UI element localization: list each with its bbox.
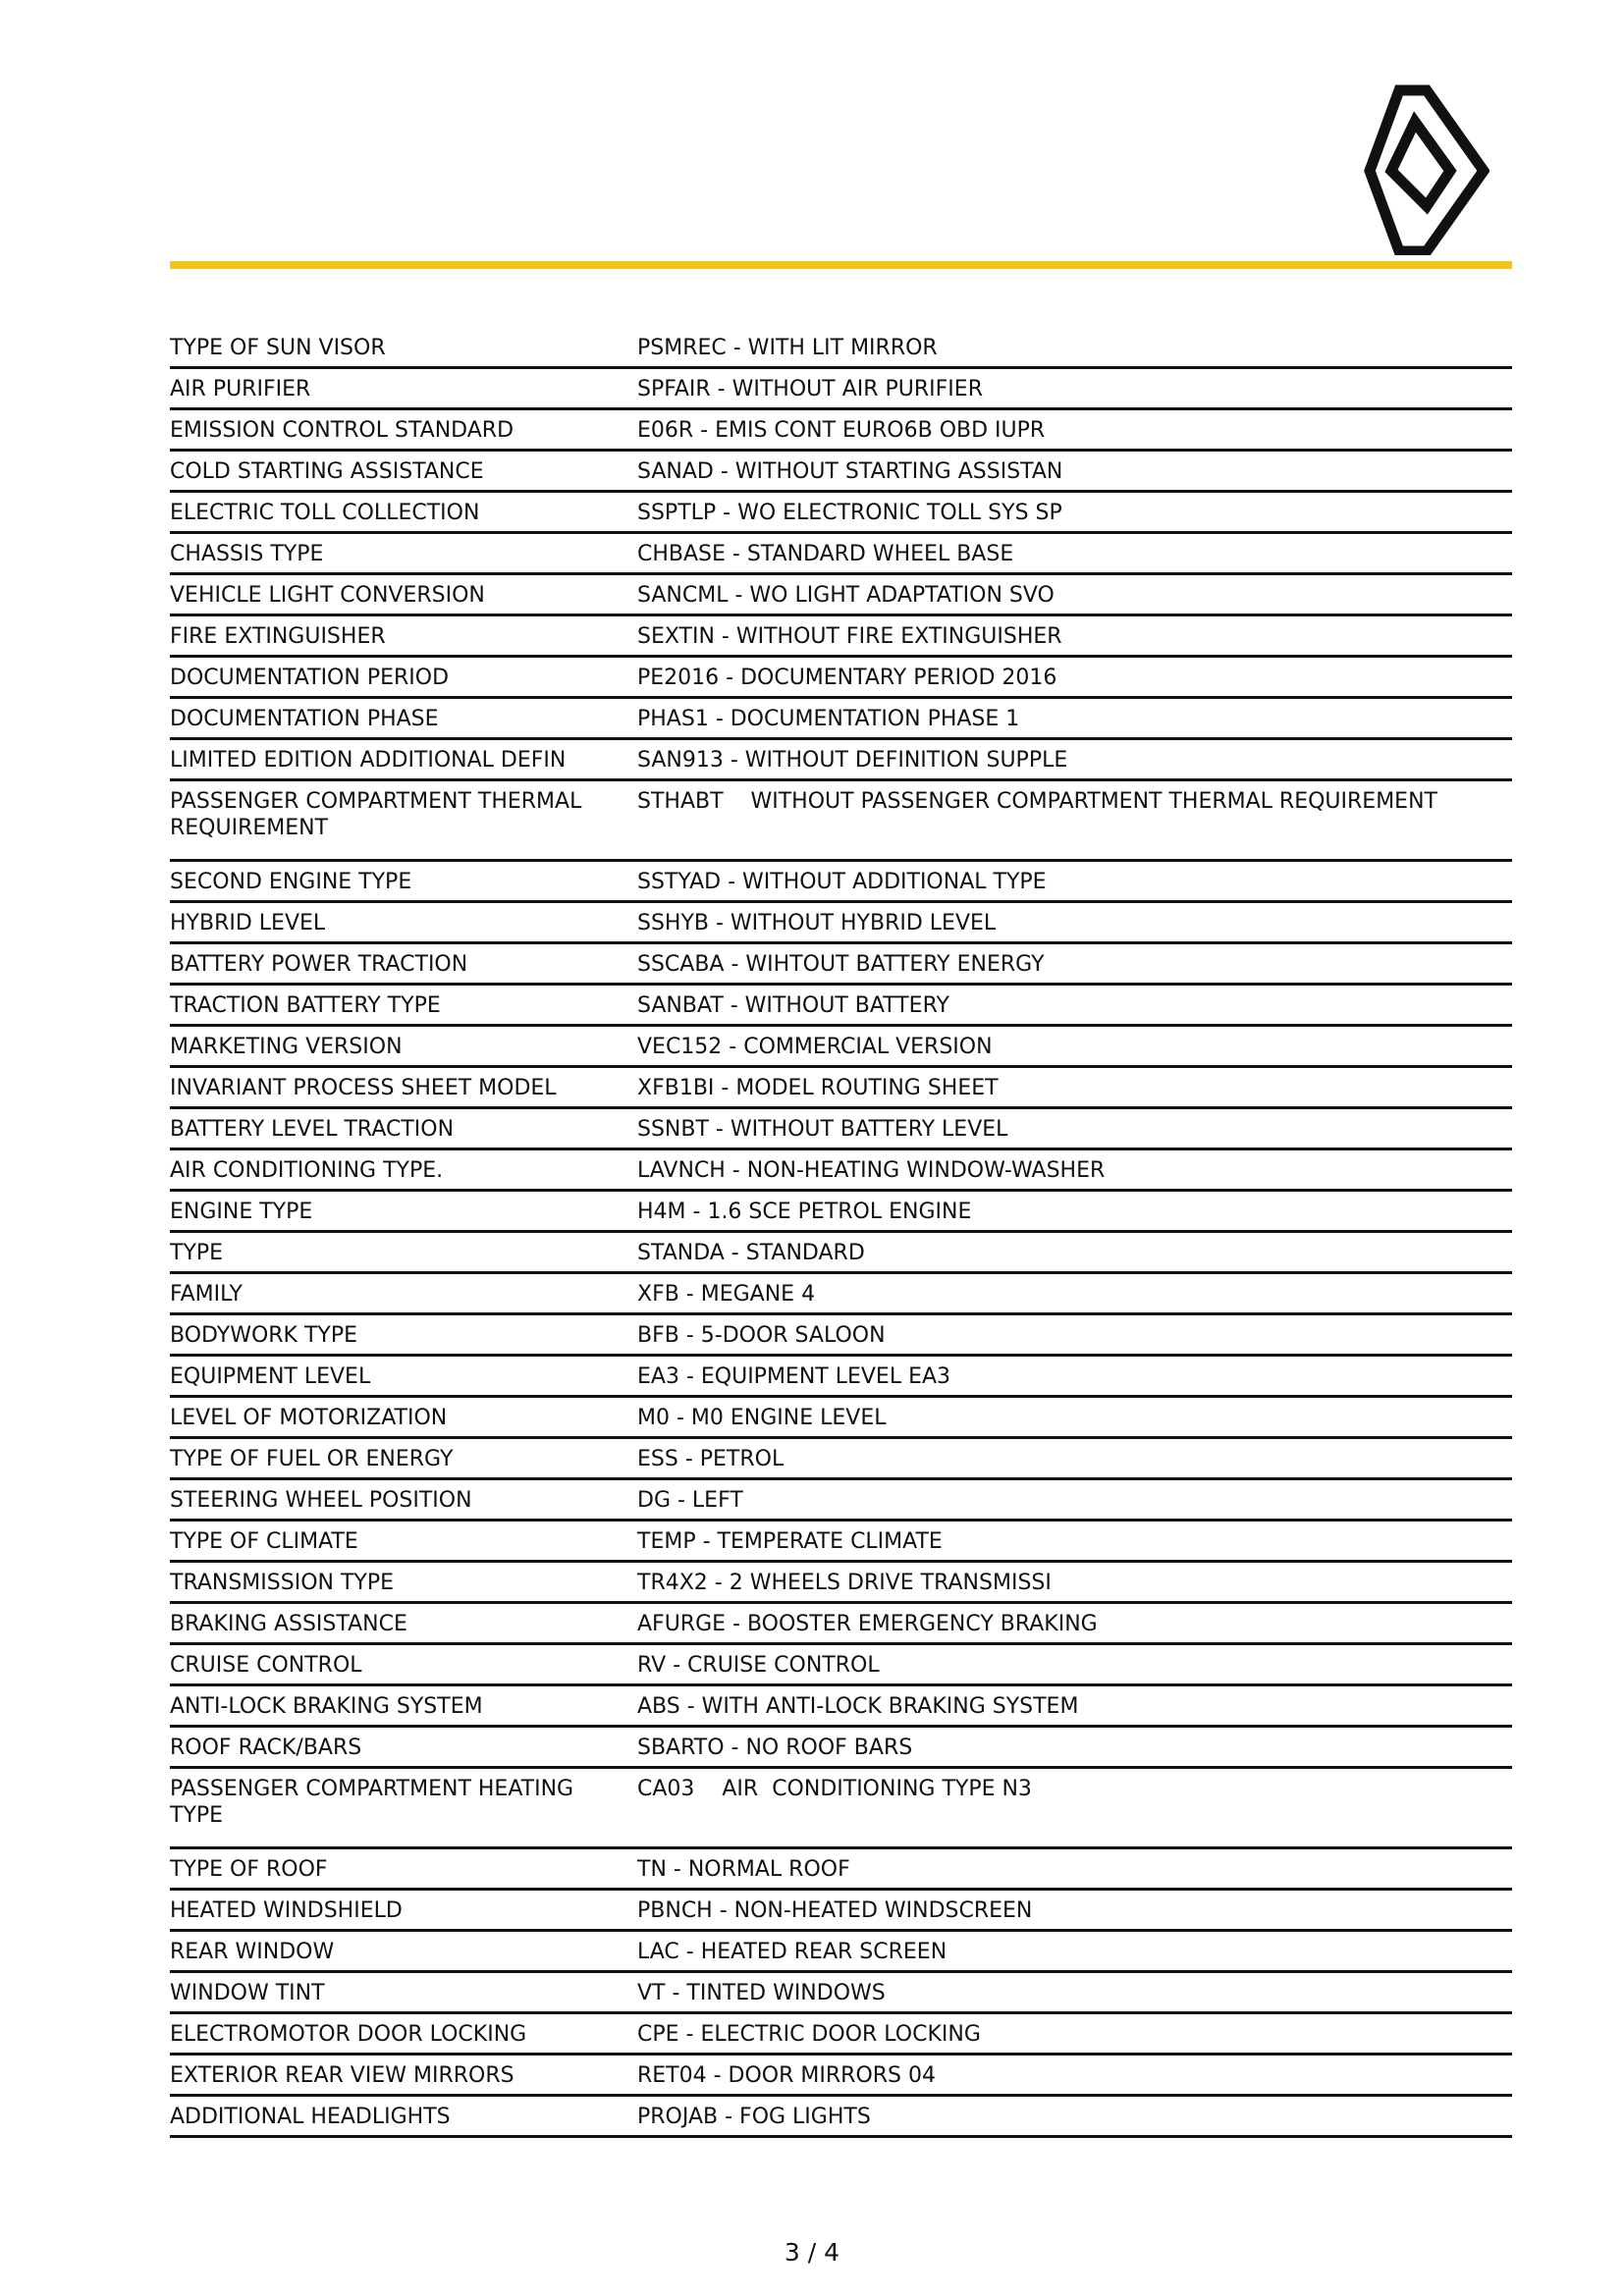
spec-label: AIR CONDITIONING TYPE. bbox=[170, 1158, 444, 1183]
spec-value: SPFAIR - WITHOUT AIR PURIFIER bbox=[637, 377, 983, 401]
spec-row bbox=[170, 328, 1512, 369]
spec-row bbox=[170, 1932, 1512, 1973]
spec-value: RV - CRUISE CONTROL bbox=[637, 1653, 880, 1678]
spec-value: RET04 - DOOR MIRRORS 04 bbox=[637, 2063, 936, 2088]
spec-value: SSTYAD - WITHOUT ADDITIONAL TYPE bbox=[637, 870, 1047, 894]
header-yellow-rule bbox=[170, 261, 1512, 269]
spec-value: TR4X2 - 2 WHEELS DRIVE TRANSMISSI bbox=[637, 1571, 1052, 1595]
spec-value: LAVNCH - NON-HEATING WINDOW-WASHER bbox=[637, 1158, 1106, 1183]
spec-value: H4M - 1.6 SCE PETROL ENGINE bbox=[637, 1200, 972, 1224]
spec-label: INVARIANT PROCESS SHEET MODEL bbox=[170, 1076, 557, 1100]
spec-row bbox=[170, 986, 1512, 1027]
spec-row bbox=[170, 1480, 1512, 1522]
spec-label: TYPE bbox=[170, 1241, 224, 1265]
spec-value: TN - NORMAL ROOF bbox=[637, 1857, 850, 1882]
spec-row bbox=[170, 1150, 1512, 1192]
spec-label: FIRE EXTINGUISHER bbox=[170, 624, 386, 649]
spec-value: CPE - ELECTRIC DOOR LOCKING bbox=[637, 2022, 981, 2047]
spec-row bbox=[170, 1849, 1512, 1891]
spec-value: SSPTLP - WO ELECTRONIC TOLL SYS SP bbox=[637, 501, 1062, 525]
spec-label: WINDOW TINT bbox=[170, 1981, 325, 2005]
spec-row bbox=[170, 1274, 1512, 1315]
spec-value: E06R - EMIS CONT EURO6B OBD IUPR bbox=[637, 418, 1046, 443]
spec-value: VT - TINTED WINDOWS bbox=[637, 1981, 886, 2005]
spec-label: SECOND ENGINE TYPE bbox=[170, 870, 412, 894]
spec-label: EXTERIOR REAR VIEW MIRRORS bbox=[170, 2063, 514, 2088]
spec-label: HEATED WINDSHIELD bbox=[170, 1898, 403, 1923]
spec-row bbox=[170, 1192, 1512, 1233]
spec-label: ANTI-LOCK BRAKING SYSTEM bbox=[170, 1694, 483, 1719]
spec-value: DG - LEFT bbox=[637, 1488, 743, 1513]
spec-label: LIMITED EDITION ADDITIONAL DEFIN bbox=[170, 748, 567, 773]
spec-value: SAN913 - WITHOUT DEFINITION SUPPLE bbox=[637, 748, 1068, 773]
spec-label: EMISSION CONTROL STANDARD bbox=[170, 418, 514, 443]
spec-value: ESS - PETROL bbox=[637, 1447, 785, 1471]
spec-row bbox=[170, 1604, 1512, 1645]
spec-value: LAC - HEATED REAR SCREEN bbox=[637, 1940, 947, 1964]
spec-row bbox=[170, 534, 1512, 575]
spec-label: ENGINE TYPE bbox=[170, 1200, 313, 1224]
spec-row bbox=[170, 410, 1512, 452]
spec-value: TEMP - TEMPERATE CLIMATE bbox=[637, 1529, 943, 1554]
spec-label: TYPE OF FUEL OR ENERGY bbox=[170, 1447, 454, 1471]
spec-row bbox=[170, 1563, 1512, 1604]
spec-label: DOCUMENTATION PHASE bbox=[170, 707, 439, 731]
spec-label: ADDITIONAL HEADLIGHTS bbox=[170, 2105, 451, 2129]
spec-row bbox=[170, 1728, 1512, 1769]
spec-value: EA3 - EQUIPMENT LEVEL EA3 bbox=[637, 1364, 951, 1389]
spec-label: ROOF RACK/BARS bbox=[170, 1735, 362, 1760]
spec-label: MARKETING VERSION bbox=[170, 1035, 403, 1059]
spec-value: PHAS1 - DOCUMENTATION PHASE 1 bbox=[637, 707, 1020, 731]
spec-row bbox=[170, 903, 1512, 944]
spec-row bbox=[170, 1068, 1512, 1109]
spec-value: AFURGE - BOOSTER EMERGENCY BRAKING bbox=[637, 1612, 1098, 1636]
spec-value: PSMREC - WITH LIT MIRROR bbox=[637, 336, 938, 360]
spec-row bbox=[170, 493, 1512, 534]
spec-label: ELECTRIC TOLL COLLECTION bbox=[170, 501, 480, 525]
spec-value: STHABT WITHOUT PASSENGER COMPARTMENT THERMAL REQUIREMENT bbox=[637, 789, 1437, 814]
spec-label: VEHICLE LIGHT CONVERSION bbox=[170, 583, 485, 608]
spec-label: TYPE OF ROOF bbox=[170, 1857, 328, 1882]
spec-value: CHBASE - STANDARD WHEEL BASE bbox=[637, 542, 1014, 566]
spec-value: XFB1BI - MODEL ROUTING SHEET bbox=[637, 1076, 999, 1100]
spec-label: PASSENGER COMPARTMENT THERMAL REQUIREMENT bbox=[170, 789, 582, 840]
spec-label: TYPE OF CLIMATE bbox=[170, 1529, 358, 1554]
spec-row bbox=[170, 452, 1512, 493]
spec-label: ELECTROMOTOR DOOR LOCKING bbox=[170, 2022, 527, 2047]
spec-table bbox=[170, 328, 1512, 2138]
spec-row bbox=[170, 1522, 1512, 1563]
spec-value: PE2016 - DOCUMENTARY PERIOD 2016 bbox=[637, 666, 1057, 690]
spec-value: PBNCH - NON-HEATED WINDSCREEN bbox=[637, 1898, 1033, 1923]
spec-value: PROJAB - FOG LIGHTS bbox=[637, 2105, 871, 2129]
spec-row bbox=[170, 1439, 1512, 1480]
spec-row bbox=[170, 1973, 1512, 2014]
spec-row bbox=[170, 1398, 1512, 1439]
spec-row bbox=[170, 1891, 1512, 1932]
spec-label: CHASSIS TYPE bbox=[170, 542, 324, 566]
spec-row bbox=[170, 575, 1512, 616]
spec-row bbox=[170, 944, 1512, 986]
spec-row bbox=[170, 1357, 1512, 1398]
spec-row bbox=[170, 1315, 1512, 1357]
spec-label: BATTERY LEVEL TRACTION bbox=[170, 1117, 455, 1142]
spec-value: SSCABA - WIHTOUT BATTERY ENERGY bbox=[637, 952, 1045, 977]
spec-value: CA03 AIR CONDITIONING TYPE N3 bbox=[637, 1777, 1032, 1801]
spec-label: PASSENGER COMPARTMENT HEATING TYPE bbox=[170, 1777, 574, 1828]
spec-label: COLD STARTING ASSISTANCE bbox=[170, 459, 484, 484]
spec-row bbox=[170, 1109, 1512, 1150]
spec-value: SBARTO - NO ROOF BARS bbox=[637, 1735, 913, 1760]
spec-value: VEC152 - COMMERCIAL VERSION bbox=[637, 1035, 993, 1059]
spec-row bbox=[170, 1233, 1512, 1274]
spec-label: EQUIPMENT LEVEL bbox=[170, 1364, 371, 1389]
spec-value: SANBAT - WITHOUT BATTERY bbox=[637, 993, 949, 1018]
spec-value: STANDA - STANDARD bbox=[637, 1241, 865, 1265]
spec-label: TYPE OF SUN VISOR bbox=[170, 336, 386, 360]
spec-value: BFB - 5-DOOR SALOON bbox=[637, 1323, 886, 1348]
spec-label: BODYWORK TYPE bbox=[170, 1323, 358, 1348]
spec-row bbox=[170, 862, 1512, 903]
page-number: 3 / 4 bbox=[784, 2238, 840, 2267]
spec-label: BRAKING ASSISTANCE bbox=[170, 1612, 407, 1636]
spec-row bbox=[170, 2056, 1512, 2097]
spec-value: SSNBT - WITHOUT BATTERY LEVEL bbox=[637, 1117, 1008, 1142]
spec-label: STEERING WHEEL POSITION bbox=[170, 1488, 472, 1513]
spec-row bbox=[170, 1769, 1512, 1849]
spec-label: TRACTION BATTERY TYPE bbox=[170, 993, 441, 1018]
renault-diamond-logo-icon bbox=[1364, 84, 1489, 255]
spec-row bbox=[170, 740, 1512, 781]
spec-value: XFB - MEGANE 4 bbox=[637, 1282, 816, 1307]
spec-value: M0 - M0 ENGINE LEVEL bbox=[637, 1406, 887, 1430]
spec-row bbox=[170, 1686, 1512, 1728]
spec-row bbox=[170, 699, 1512, 740]
spec-label: HYBRID LEVEL bbox=[170, 911, 326, 935]
spec-row bbox=[170, 781, 1512, 862]
spec-label: DOCUMENTATION PERIOD bbox=[170, 666, 450, 690]
spec-label: BATTERY POWER TRACTION bbox=[170, 952, 468, 977]
spec-row bbox=[170, 369, 1512, 410]
spec-value: SANAD - WITHOUT STARTING ASSISTAN bbox=[637, 459, 1063, 484]
spec-row bbox=[170, 2097, 1512, 2138]
spec-value: SEXTIN - WITHOUT FIRE EXTINGUISHER bbox=[637, 624, 1062, 649]
spec-row bbox=[170, 658, 1512, 699]
spec-value: SSHYB - WITHOUT HYBRID LEVEL bbox=[637, 911, 997, 935]
spec-value: SANCML - WO LIGHT ADAPTATION SVO bbox=[637, 583, 1055, 608]
spec-label: TRANSMISSION TYPE bbox=[170, 1571, 395, 1595]
spec-row bbox=[170, 1027, 1512, 1068]
spec-value: ABS - WITH ANTI-LOCK BRAKING SYSTEM bbox=[637, 1694, 1079, 1719]
spec-label: FAMILY bbox=[170, 1282, 243, 1307]
spec-row bbox=[170, 2014, 1512, 2056]
spec-row bbox=[170, 1645, 1512, 1686]
spec-label: REAR WINDOW bbox=[170, 1940, 335, 1964]
spec-label: AIR PURIFIER bbox=[170, 377, 311, 401]
spec-row bbox=[170, 616, 1512, 658]
spec-label: LEVEL OF MOTORIZATION bbox=[170, 1406, 448, 1430]
spec-label: CRUISE CONTROL bbox=[170, 1653, 362, 1678]
